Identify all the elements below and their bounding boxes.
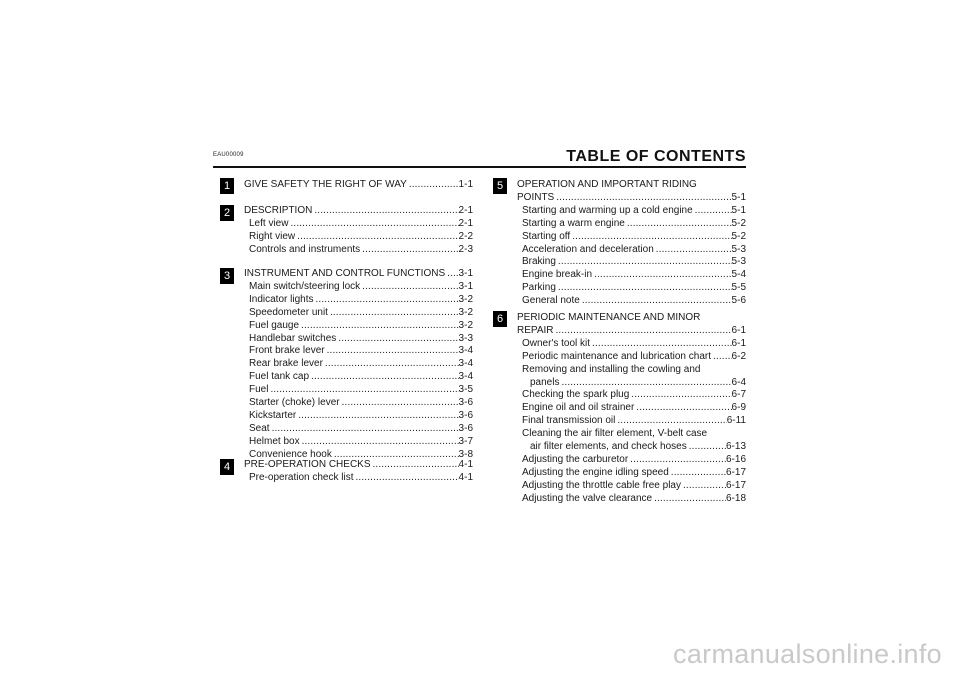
entry-label: Helmet box xyxy=(249,435,300,447)
entry-label: Pre-operation check list xyxy=(249,471,354,483)
entry-label: Right view xyxy=(249,230,296,242)
toc-entry[interactable] xyxy=(517,269,746,282)
entry-page: 3-4 xyxy=(458,345,473,357)
entry-page: 3-3 xyxy=(458,332,473,344)
entry-page: 6-13 xyxy=(725,441,746,453)
toc-entry[interactable] xyxy=(517,467,746,480)
toc-entry[interactable] xyxy=(517,282,746,295)
toc-entry[interactable] xyxy=(244,294,473,307)
entry-label: Starting off xyxy=(522,230,571,242)
toc-entry[interactable] xyxy=(244,436,473,449)
toc-entry[interactable] xyxy=(517,441,746,454)
toc-entry[interactable] xyxy=(517,231,746,244)
chapter-tab-1[interactable]: 1 xyxy=(220,178,234,194)
toc-entry[interactable] xyxy=(517,493,746,506)
entry-label: Checking the spark plug xyxy=(522,389,630,401)
entry-label: Handlebar switches xyxy=(249,332,337,344)
entry-page: 5-2 xyxy=(731,230,746,242)
chapter-4 xyxy=(244,459,473,485)
toc-entry[interactable] xyxy=(244,410,473,423)
chapter-title: PERIODIC MAINTENANCE AND MINOR xyxy=(517,312,701,323)
entry-page: 3-2 xyxy=(458,306,473,318)
chapter-tab-2[interactable]: 2 xyxy=(220,205,234,221)
entry-page: 5-5 xyxy=(731,282,746,294)
entry-label: Left view xyxy=(249,217,289,229)
entry-label: General note xyxy=(522,295,580,307)
entry-page: 2-3 xyxy=(458,243,473,255)
chapter-tab-6[interactable]: 6 xyxy=(493,311,507,327)
toc-entry[interactable] xyxy=(244,231,473,244)
chapter-6 xyxy=(517,312,746,506)
entry-label: Speedometer unit xyxy=(249,306,328,318)
toc-entry[interactable] xyxy=(244,333,473,346)
toc-entry[interactable] xyxy=(244,397,473,410)
entry-label: Starter (choke) lever xyxy=(249,397,340,409)
entry-page: 2-1 xyxy=(458,205,473,216)
entry-label: Adjusting the throttle cable free play xyxy=(522,479,681,491)
entry-label: GIVE SAFETY THE RIGHT OF WAY xyxy=(244,179,407,190)
entry-page: 6-17 xyxy=(725,466,746,478)
toc-entry[interactable] xyxy=(517,415,746,428)
entry-page: 3-6 xyxy=(458,409,473,421)
entry-label-line: Cleaning the air filter element, V-belt case xyxy=(522,428,708,440)
toc-entry[interactable] xyxy=(244,218,473,231)
chapter-5 xyxy=(517,179,746,308)
entry-page: 5-2 xyxy=(731,217,746,229)
entry-label-line: Removing and installing the cowling and xyxy=(522,363,701,375)
entry-page: 6-17 xyxy=(725,479,746,491)
chapter-tab-4[interactable]: 4 xyxy=(220,459,234,475)
chapter-1 xyxy=(244,179,473,192)
entry-page: 2-1 xyxy=(458,217,473,229)
entry-page: 3-5 xyxy=(458,384,473,396)
entry-label: Adjusting the valve clearance xyxy=(522,492,653,504)
entry-page: 1-1 xyxy=(458,179,473,190)
entry-page: 6-16 xyxy=(725,453,746,465)
entry-page: 3-8 xyxy=(458,448,473,460)
entry-page: 3-7 xyxy=(458,435,473,447)
entry-page: 3-2 xyxy=(458,293,473,305)
toc-entry[interactable] xyxy=(517,205,746,218)
toc-entry[interactable] xyxy=(517,192,746,205)
toc-entry[interactable] xyxy=(244,358,473,371)
entry-page: 3-1 xyxy=(458,268,473,279)
toc-entry[interactable] xyxy=(244,244,473,257)
entry-label: Starting a warm engine xyxy=(522,217,625,229)
entry-page: 6-9 xyxy=(731,402,746,414)
toc-entry[interactable] xyxy=(244,472,473,485)
toc-entry[interactable] xyxy=(244,307,473,320)
toc-entry[interactable] xyxy=(517,351,746,364)
entry-label: Owner's tool kit xyxy=(522,337,591,349)
toc-entry[interactable] xyxy=(244,384,473,397)
entry-page: 5-4 xyxy=(731,269,746,281)
entry-page: 3-2 xyxy=(458,319,473,331)
toc-entry[interactable] xyxy=(517,295,746,308)
page-title: TABLE OF CONTENTS xyxy=(566,148,746,165)
chapter-tab-3[interactable]: 3 xyxy=(220,268,234,284)
toc-entry[interactable] xyxy=(517,402,746,415)
entry-page: 4-1 xyxy=(458,459,473,470)
entry-label: Engine break-in xyxy=(522,269,593,281)
entry-page: 5-1 xyxy=(731,191,746,203)
toc-entry[interactable] xyxy=(517,244,746,257)
entry-page: 3-6 xyxy=(458,422,473,434)
entry-label: REPAIR xyxy=(517,324,554,336)
entry-label: Engine oil and oil strainer xyxy=(522,402,635,414)
chapter-tab-5[interactable]: 5 xyxy=(493,178,507,194)
entry-page: 3-4 xyxy=(458,371,473,383)
toc-entry[interactable] xyxy=(517,480,746,493)
toc-entry[interactable] xyxy=(244,459,473,472)
entry-label: Adjusting the engine idling speed xyxy=(522,466,669,478)
entry-label: Rear brake lever xyxy=(249,358,323,370)
entry-label: panels xyxy=(530,376,560,388)
entry-page: 5-1 xyxy=(731,204,746,216)
entry-label: Starting and warming up a cold engine xyxy=(522,204,693,216)
entry-label: Acceleration and deceleration xyxy=(522,243,654,255)
entry-label: INSTRUMENT AND CONTROL FUNCTIONS xyxy=(244,268,446,279)
toc-entry[interactable] xyxy=(517,325,746,338)
entry-page: 5-6 xyxy=(731,295,746,307)
entry-page: 6-4 xyxy=(731,376,746,388)
toc-entry[interactable] xyxy=(517,377,746,390)
entry-label: Adjusting the carburetor xyxy=(522,453,629,465)
document-code: EAU00009 xyxy=(213,152,244,158)
entry-label: Convenience hook xyxy=(249,448,332,460)
toc-entry[interactable] xyxy=(517,454,746,467)
entry-label: Main switch/steering lock xyxy=(249,280,361,292)
entry-page: 6-2 xyxy=(731,350,746,362)
entry-page: 3-1 xyxy=(458,280,473,292)
entry-label: Fuel xyxy=(249,384,269,396)
toc-entry[interactable] xyxy=(517,256,746,269)
toc-entry[interactable] xyxy=(517,218,746,231)
entry-page: 6-7 xyxy=(731,389,746,401)
entry-label: Fuel gauge xyxy=(249,319,300,331)
entry-label: Controls and instruments xyxy=(249,243,361,255)
entry-page: 6-1 xyxy=(731,324,746,336)
entry-label: Front brake lever xyxy=(249,345,325,357)
chapter-2 xyxy=(244,205,473,257)
entry-page: 5-3 xyxy=(731,256,746,268)
watermark: carmanualsonline.info xyxy=(673,639,942,669)
title-rule xyxy=(213,166,746,168)
toc-entry[interactable] xyxy=(517,389,746,402)
entry-page: 5-3 xyxy=(731,243,746,255)
toc-entry[interactable] xyxy=(244,345,473,358)
entry-page: 6-11 xyxy=(726,415,746,427)
toc-entry[interactable] xyxy=(244,179,473,192)
chapter-title: OPERATION AND IMPORTANT RIDING xyxy=(517,179,697,190)
toc-entry[interactable] xyxy=(244,281,473,294)
entry-page: 3-4 xyxy=(458,358,473,370)
toc-entry[interactable] xyxy=(244,268,473,281)
entry-page: 3-6 xyxy=(458,397,473,409)
entry-label: Kickstarter xyxy=(249,409,297,421)
toc-entry[interactable] xyxy=(244,423,473,436)
entry-label: Periodic maintenance and lubrication chart xyxy=(522,350,711,362)
entry-label: Final transmission oil xyxy=(522,415,616,427)
entry-page: 2-2 xyxy=(458,230,473,242)
chapter-3 xyxy=(244,268,473,462)
entry-label: PRE-OPERATION CHECKS xyxy=(244,459,371,470)
entry-page: 6-1 xyxy=(731,337,746,349)
entry-page: 4-1 xyxy=(458,471,473,483)
toc-entry[interactable] xyxy=(244,371,473,384)
entry-label: air filter elements, and check hoses xyxy=(530,441,687,453)
toc-entry[interactable] xyxy=(244,320,473,333)
toc-entry[interactable] xyxy=(244,205,473,218)
entry-label: DESCRIPTION xyxy=(244,205,313,216)
entry-label: Fuel tank cap xyxy=(249,371,310,383)
entry-label: Braking xyxy=(522,256,556,268)
entry-label: POINTS xyxy=(517,191,555,203)
entry-label: Indicator lights xyxy=(249,293,314,305)
entry-page: 6-18 xyxy=(725,492,746,504)
entry-label: Parking xyxy=(522,282,556,294)
entry-label: Seat xyxy=(249,422,270,434)
toc-entry[interactable] xyxy=(517,338,746,351)
